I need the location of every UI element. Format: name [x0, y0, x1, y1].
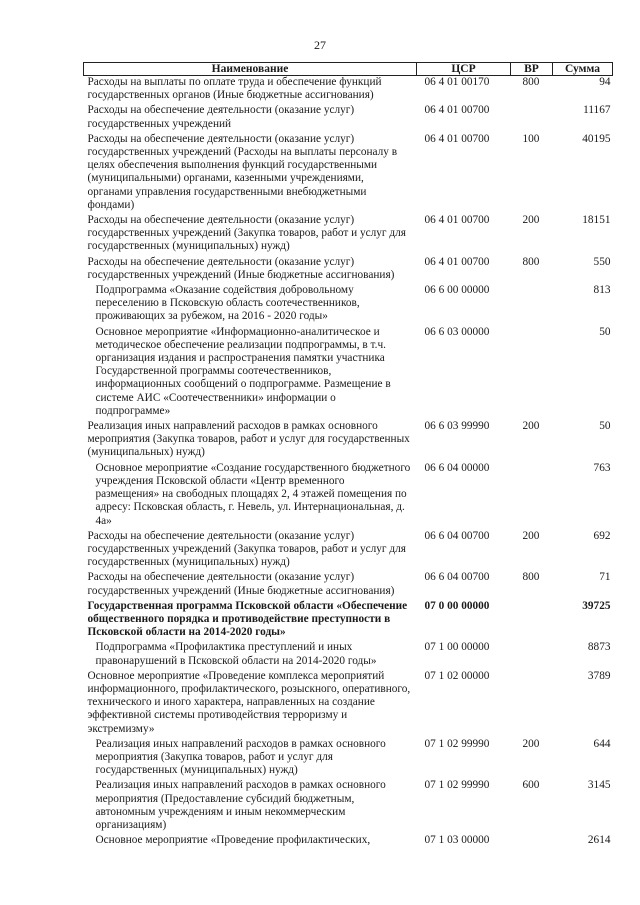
row-sum-cell: 18151	[582, 214, 611, 227]
row-sum-cell: 50	[599, 420, 611, 433]
table-row	[84, 214, 613, 256]
row-csr-cell: 06 6 03 99990	[424, 420, 490, 433]
row-vr-cell	[511, 600, 553, 642]
row-sum-cell: 763	[593, 461, 611, 474]
table-row	[84, 133, 613, 214]
header-sum: Сумма	[553, 63, 613, 76]
row-csr-cell: 07 1 02 99990	[424, 779, 490, 792]
row-csr-cell: 07 0 00 00000	[424, 599, 490, 612]
row-vr-cell: 200	[522, 529, 540, 542]
row-sum-cell: 3789	[587, 669, 611, 682]
row-sum-cell: 3145	[587, 779, 611, 792]
table-row	[84, 256, 613, 284]
row-csr-cell: 06 6 04 00000	[424, 461, 490, 474]
table-header-row	[84, 63, 613, 76]
row-name-cell: Расходы на обеспечение деятельности (оказание услуг) государственных учреждений (Иные бюджетные ассигнования)	[87, 255, 395, 281]
row-vr-cell: 100	[522, 132, 540, 145]
header-vr: ВР	[511, 63, 553, 76]
row-csr-cell: 06 4 01 00700	[424, 132, 490, 145]
row-sum-cell: 2614	[587, 834, 611, 847]
row-name-cell: Государственная программа Псковской области «Обеспечение общественного порядка и противодействие преступности в Псковской области на 2014-2020 годы»	[87, 599, 408, 639]
table-row	[84, 284, 613, 326]
table-row	[84, 670, 613, 738]
row-name-cell: Реализация иных направлений расходов в рамках основного мероприятия (Закупка товаров, работ и услуг для государственных (муниципальных) нужд)	[95, 737, 386, 777]
row-csr-cell: 06 6 04 00700	[424, 571, 490, 584]
row-sum-cell: 71	[599, 571, 611, 584]
row-vr-cell: 200	[522, 214, 540, 227]
row-vr-cell	[511, 462, 553, 530]
row-name-cell: Подпрограмма «Профилактика преступлений и иных правонарушений в Псковской области на 2014-2020 годы»	[95, 641, 377, 667]
row-sum-cell: 692	[593, 529, 611, 542]
row-vr-cell	[511, 104, 553, 132]
table-row	[84, 834, 613, 849]
row-name-cell: Реализация иных направлений расходов в рамках основного мероприятия (Закупка товаров, работ и услуг для государственных (муниципальных) нужд)	[87, 420, 410, 459]
row-csr-cell: 06 4 01 00700	[424, 214, 490, 227]
row-vr-cell: 200	[522, 420, 540, 433]
table-row	[84, 530, 613, 572]
table-row	[84, 779, 613, 834]
row-sum-cell: 8873	[587, 641, 611, 654]
table-row	[84, 462, 613, 530]
row-vr-cell	[511, 834, 553, 849]
row-sum-cell: 94	[599, 76, 611, 88]
row-name-cell: Расходы на обеспечение деятельности (оказание услуг) государственных учреждений (Закупка товаров, работ и услуг для государственных (муниципальных) нужд)	[87, 214, 406, 253]
header-name: Наименование	[84, 63, 417, 76]
row-sum-cell: 644	[593, 737, 611, 750]
budget-table	[83, 62, 613, 849]
row-csr-cell: 06 6 04 00700	[424, 529, 490, 542]
row-sum-cell: 813	[593, 284, 611, 297]
page-number: 27	[314, 38, 326, 52]
row-sum-cell: 11167	[583, 104, 611, 117]
table-row	[84, 420, 613, 462]
row-vr-cell	[511, 670, 553, 738]
row-name-cell: Расходы на обеспечение деятельности (оказание услуг) государственных учреждений	[87, 104, 355, 130]
row-csr-cell: 06 6 00 00000	[424, 284, 490, 297]
row-name-cell: Основное мероприятие «Информационно-аналитическое и методическое обеспечение реализации подпрограммы, в т.ч. организация издания и распространения памятки участника Государственной программы соотечественников, информационных сообщений о подпрограмме. Размещение в системе АИС «Соотечественники» информации о подпрограмме»	[95, 325, 391, 417]
table-row	[84, 600, 613, 642]
row-name-cell: Основное мероприятие «Проведение профилактических,	[95, 834, 371, 847]
row-name-cell: Расходы на обеспечение деятельности (оказание услуг) государственных учреждений (Закупка товаров, работ и услуг для государственных (муниципальных) нужд)	[87, 529, 406, 569]
row-csr-cell: 07 1 00 00000	[424, 641, 490, 654]
table-row	[84, 571, 613, 599]
row-csr-cell: 07 1 03 00000	[424, 834, 490, 847]
row-vr-cell	[511, 641, 553, 669]
row-vr-cell: 800	[522, 255, 540, 268]
row-csr-cell: 06 4 01 00700	[424, 255, 490, 268]
row-csr-cell: 06 4 01 00170	[424, 76, 490, 88]
table-row	[84, 104, 613, 132]
table-row	[84, 326, 613, 420]
row-vr-cell: 800	[522, 76, 540, 88]
row-name-cell: Основное мероприятие «Создание государственного бюджетного учреждения Псковской области «Центр временного размещения» на свободных площадях 2, 4 этажей помещения по адресу: Псковская область, г. Невель, ул. Интернациональная, д. 4а»	[95, 461, 411, 527]
row-name-cell: Подпрограмма «Оказание содействия добровольному переселению в Псковскую область соотечественников, проживающих за рубежом, на 2016 - 2020 годы»	[95, 284, 360, 323]
row-vr-cell	[511, 326, 553, 420]
row-csr-cell: 07 1 02 00000	[424, 669, 490, 682]
row-name-cell: Основное мероприятие «Проведение комплекса мероприятий информационного, профилактического, розыскного, оперативного, технического и иного характера, направленных на создание эффективной системы противодействия терроризму и экстремизму»	[87, 669, 411, 735]
row-name-cell: Расходы на обеспечение деятельности (оказание услуг) государственных учреждений (Иные бюджетные ассигнования)	[87, 571, 395, 597]
row-csr-cell: 07 1 02 99990	[424, 737, 490, 750]
row-vr-cell: 600	[522, 779, 540, 792]
row-sum-cell: 39725	[582, 599, 611, 612]
row-vr-cell: 200	[522, 737, 540, 750]
row-sum-cell: 550	[593, 255, 611, 268]
row-sum-cell: 50	[599, 325, 611, 338]
table-body	[84, 76, 613, 850]
row-csr-cell: 06 4 01 00700	[424, 104, 490, 117]
row-csr-cell: 06 6 03 00000	[424, 325, 490, 338]
table-row	[84, 76, 613, 105]
row-sum-cell: 40195	[582, 132, 611, 145]
table-row	[84, 738, 613, 780]
row-vr-cell	[511, 284, 553, 326]
row-name-cell: Расходы на обеспечение деятельности (оказание услуг) государственных учреждений (Расходы на выплаты персоналу в целях обеспечения выполнения функций государственными (муниципальными) органами, казенными учреждениями, органами управления государственными внебюджетными фондами)	[87, 132, 398, 211]
row-name-cell: Расходы на выплаты по оплате труда и обеспечение функций государственных органов (Иные бюджетные ассигнования)	[87, 76, 382, 102]
row-vr-cell: 800	[522, 571, 540, 584]
header-csr: ЦСР	[417, 63, 511, 76]
table-row	[84, 641, 613, 669]
row-name-cell: Реализация иных направлений расходов в рамках основного мероприятия (Предоставление субсидий бюджетным, автономным учреждениям и иным некоммерческим организациям)	[95, 779, 386, 831]
